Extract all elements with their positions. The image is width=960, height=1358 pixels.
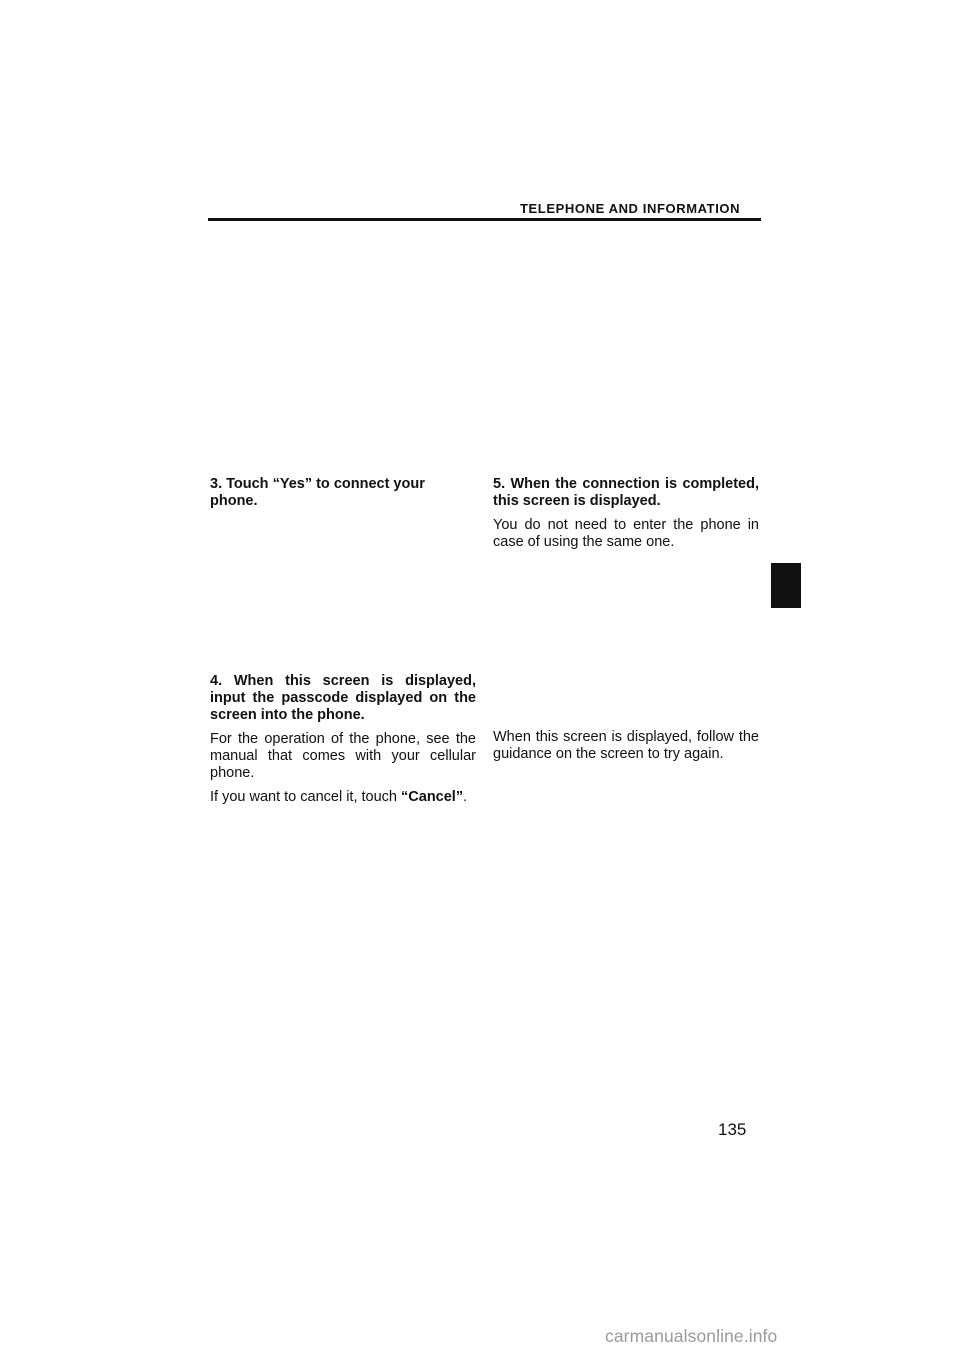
header-rule: [208, 218, 761, 221]
retry-note: When this screen is displayed, follow the guidance on the screen to try again.: [493, 729, 759, 762]
step-5-heading: [493, 476, 759, 510]
step-4-cancel-note: [210, 789, 476, 806]
step-5-number: 5.: [493, 476, 506, 492]
retry-block: [493, 729, 759, 763]
step-4-number: 4.: [210, 673, 223, 689]
step-3-heading: [210, 476, 476, 510]
footer-watermark: carmanualsonline.info: [605, 1326, 778, 1346]
section-title: TELEPHONE AND INFORMATION: [520, 201, 741, 216]
cancel-note-prefix: If you want to cancel it, touch: [210, 789, 402, 805]
step-3-number: 3.: [210, 476, 223, 492]
step-3: [210, 476, 476, 510]
step-4: [210, 673, 476, 806]
step-5: [493, 476, 759, 551]
step-5-note: You do not need to enter the phone in case of using the same one.: [493, 517, 759, 550]
step-5-text: When the connection is completed, this screen is displayed.: [493, 476, 759, 509]
cancel-note-suffix: .: [463, 789, 468, 805]
step-4-heading: [210, 673, 476, 724]
step-4-text: When this screen is displayed, input the passcode displayed on the screen into the phone.: [210, 673, 476, 723]
step-3-text: Touch “Yes” to connect your phone.: [210, 476, 425, 509]
page-number: 135: [718, 1120, 747, 1139]
section-tab-marker: [771, 563, 801, 608]
cancel-button-reference: “Cancel”: [401, 789, 464, 805]
step-4-instructions: For the operation of the phone, see the manual that comes with your cellular phone.: [210, 731, 476, 781]
